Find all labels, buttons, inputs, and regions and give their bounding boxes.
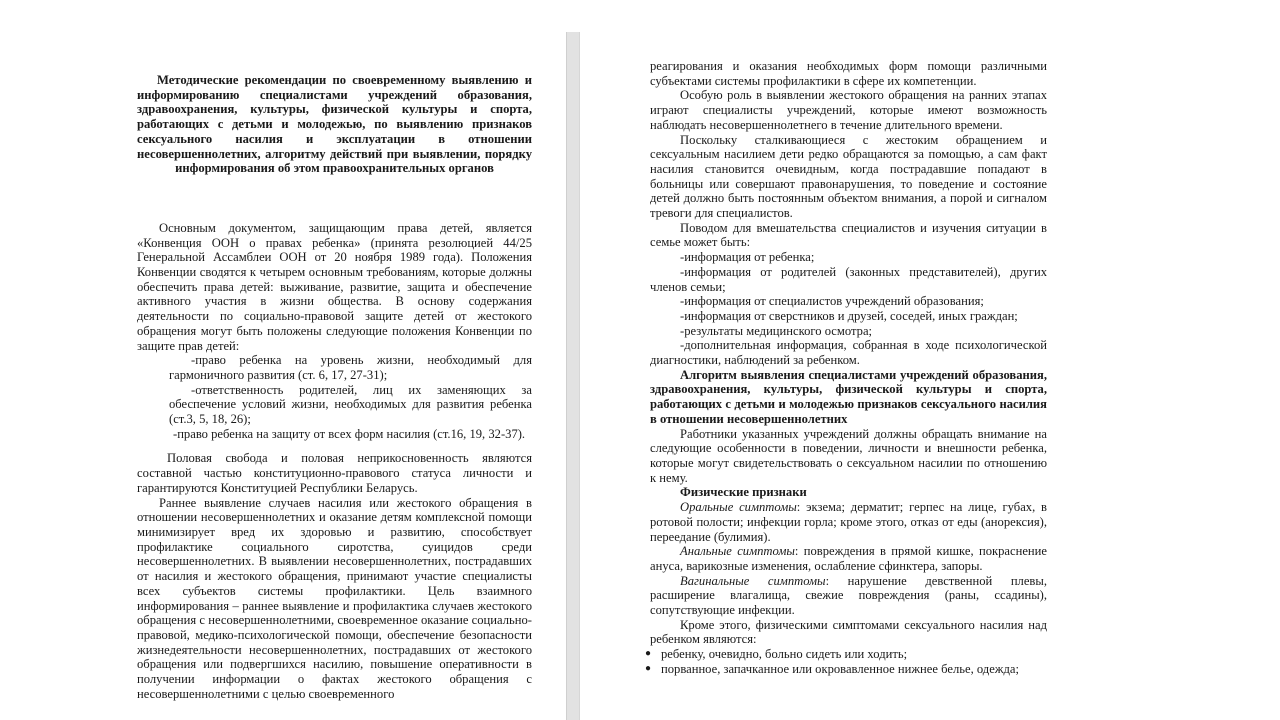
left-page bbox=[137, 73, 532, 701]
page-gutter bbox=[566, 32, 580, 720]
bullet-icon: ● bbox=[645, 648, 652, 660]
bullet-item bbox=[645, 647, 1047, 662]
document-title: Методические рекомендации по своевременному выявлению и информированию специалистами учреждений образования, здравоохранения, культуры, физической культуры и спорта, работающих с детьми и молодежью, по выявлению признаков сексуального насилия и эксплуатации в отношении несовершеннолетних, алгоритму действий при выявлении, порядку информирования об этом правоохранительных органов bbox=[137, 73, 532, 176]
symptom-text: : экзема; дерматит; герпес на лице, губах, в ротовой полости; инфекции горла; кроме этого, отказ от еды (анорексия), переедание (булимия). bbox=[650, 500, 1047, 544]
list-item: -информация от сверстников и друзей, соседей, иных граждан; bbox=[680, 308, 1018, 323]
paragraph: Поводом для вмешательства специалистов и изучения ситуации в семье может быть: bbox=[650, 220, 1047, 250]
paragraph: Работники указанных учреждений должны обращать внимание на следующие особенности в поведении, личности и внешности ребенка, которые могут свидетельствовать о сексуальном насилии по отношению к нему. bbox=[650, 426, 1047, 485]
bullet-text: ребенку, очевидно, больно сидеть или ходить; bbox=[661, 647, 908, 662]
bullet-icon: ● bbox=[645, 662, 652, 674]
list-item: -дополнительная информация, собранная в ходе психологической диагностики, наблюдений за ребенком. bbox=[650, 338, 1047, 368]
paragraph: Основным документом, защищающим права детей, является «Конвенция ООН о правах ребенка» (принята резолюцией 44/25 Генеральной Ассамблеи ООН от 20 ноября 1989 года). Положения Конвенции сводятся к четырем основным требованиям, которые должны обеспечить права детей: выживание, развитие, защита и обеспечение активного участия в жизни общества. В основу содержания деятельности по социально-правовой защите детей от жестокого обращения могут быть положены следующие положения Конвенции по защите прав детей: bbox=[137, 220, 532, 353]
paragraph: реагирования и оказания необходимых форм помощи различными субъектами системы профилактики в сфере их компетенции. bbox=[650, 59, 1047, 88]
list-item: -результаты медицинского осмотра; bbox=[680, 323, 873, 338]
symptom-paragraph bbox=[650, 574, 1047, 618]
bullet-item bbox=[645, 662, 1047, 677]
paragraph: Половая свобода и половая неприкосновенность являются составной частью конституционно-правового статуса личности и гарантируются Конституцией Республики Беларусь. bbox=[137, 451, 532, 495]
list-item: -информация от ребенка; bbox=[680, 250, 815, 265]
symptom-label: Анальные симптомы bbox=[680, 544, 795, 559]
list-item: -право ребенка на уровень жизни, необходимый для гармоничного развития (ст. 6, 17, 27-31); bbox=[169, 353, 532, 382]
symptom-text: : нарушение девственной плевы, расширение влагалища, свежие повреждения (раны, ссадины), сопутствующие инфекции. bbox=[650, 573, 1047, 618]
list-item: -информация от родителей (законных представителей), других членов семьи; bbox=[650, 264, 1047, 294]
section-heading: Алгоритм выявления специалистами учреждений образования, здравоохранения, культуры, физической культуры и спорта, работающих с детьми и молодежью признаков сексуального насилия в отношении несовершеннолетних bbox=[650, 367, 1047, 426]
symptom-paragraph bbox=[650, 544, 1047, 573]
list-item: -ответственность родителей, лиц их заменяющих за обеспечение условий жизни, необходимых для развития ребенка (ст.3, 5, 18, 26); bbox=[169, 382, 532, 427]
bullet-text: порванное, запачканное или окровавленное нижнее белье, одежда; bbox=[661, 661, 1019, 676]
symptom-paragraph bbox=[650, 500, 1047, 544]
symptom-text: : повреждения в прямой кишке, покраснение ануса, варикозные изменения, ослабление сфинктера, запоры. bbox=[650, 544, 1047, 573]
paragraph: Поскольку сталкивающиеся с жестоким обращением и сексуальным насилием дети редко обращаются за помощью, а сам факт насилия становится очевидным, когда пострадавшие попадают в больницы или совершают правонарушения, то поведение и состояние детей должно быть постоянным объектом внимания, а порой и сигналом тревоги для специалистов. bbox=[650, 132, 1047, 221]
symptom-label: Вагинальные симптомы bbox=[680, 573, 826, 588]
list-item: -право ребенка на защиту от всех форм насилия (ст.16, 19, 32-37). bbox=[173, 426, 526, 441]
paragraph: Особую роль в выявлении жестокого обращения на ранних этапах играют специалисты учреждений, которые имеют возможность наблюдать несовершеннолетнего в течение длительного времени. bbox=[650, 88, 1047, 132]
symptom-label: Оральные симптомы bbox=[680, 500, 797, 515]
paragraph: Раннее выявление случаев насилия или жестокого обращения в отношении несовершеннолетних и оказание детям комплексной помощи минимизирует вред их здоровью и развитию, способствует профилактике социального сиротства, суицидов среди несовершеннолетних. В выявлении несовершеннолетних, пострадавших от насилия и жестокого обращения, принимают участие специалисты всех субъектов системы профилактики. Цель взаимного информирования – раннее выявление и профилактика случаев жестокого обращения с несовершеннолетними, своевременное оказание социально-правовой, медико-психологической помощи, обеспечение безопасности жизнедеятельности несовершеннолетних, пострадавших от жестокого обращения или подвергшихся насилию, повышение оперативности в получении информации о фактах жестокого обращения с несовершеннолетними с целью своевременного bbox=[137, 495, 532, 701]
subsection-heading: Физические признаки bbox=[680, 485, 807, 500]
list-item: -информация от специалистов учреждений образования; bbox=[680, 294, 984, 309]
right-page bbox=[645, 59, 1047, 677]
paragraph: Кроме этого, физическими симптомами сексуального насилия над ребенком являются: bbox=[650, 617, 1047, 647]
